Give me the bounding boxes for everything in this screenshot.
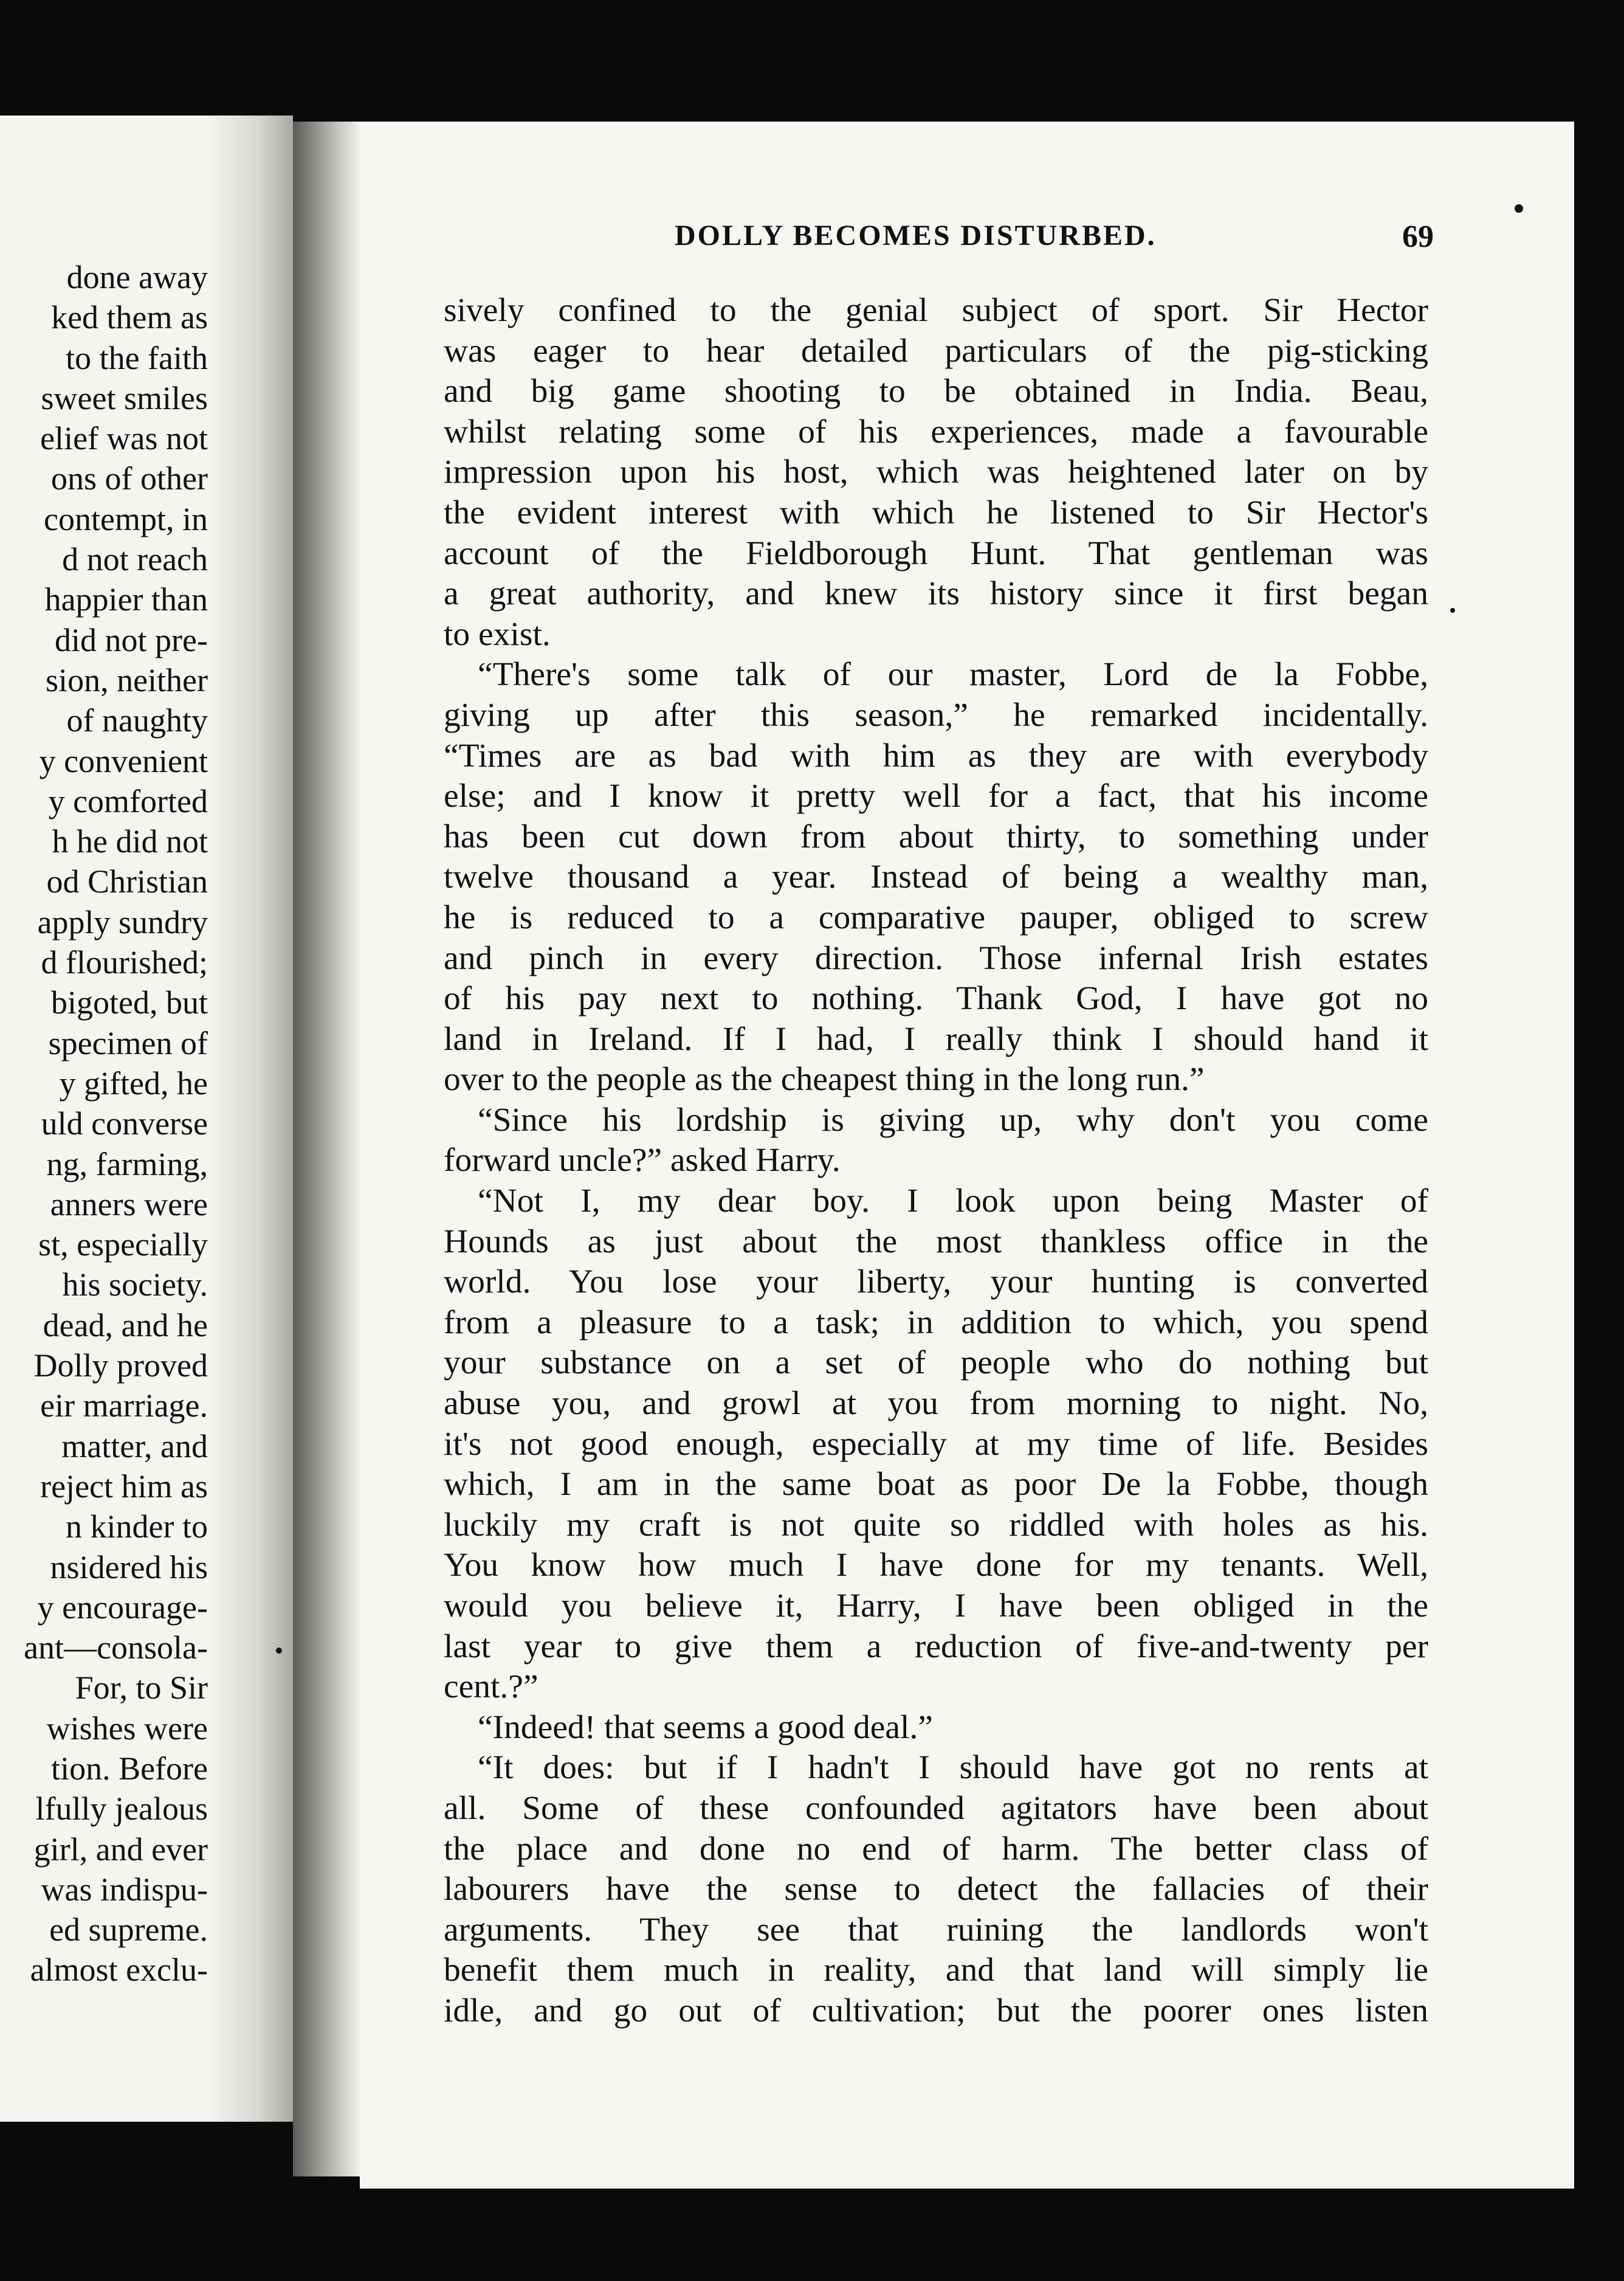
left-page-line: was indispu- — [41, 1871, 208, 1908]
left-page-line: nsidered his — [50, 1548, 208, 1586]
body-line: all. Some of these confounded agitators have been about — [444, 1789, 1428, 1827]
body-line: land in Ireland. If I had, I really think I should hand it — [444, 1020, 1428, 1058]
body-line: over to the people as the cheapest thing in the long run.” — [444, 1061, 1205, 1099]
left-page-line: d not reach — [62, 541, 208, 578]
body-line: and pinch in every direction. Those infernal Irish estates — [444, 939, 1428, 977]
left-page-line: od Christian — [46, 863, 208, 900]
body-line: arguments. They see that ruining the landlords won't — [444, 1911, 1428, 1948]
body-line: the place and done no end of harm. The better class of — [444, 1830, 1428, 1868]
left-page-line: lfully jealous — [35, 1790, 208, 1827]
left-page — [0, 116, 293, 2122]
body-line: was eager to hear detailed particulars of the pig-sticking — [444, 332, 1428, 370]
body-line: the evident interest with which he listened to Sir Hector's — [444, 494, 1428, 531]
left-page-line: st, especially — [38, 1226, 208, 1263]
left-page-line: h he did not — [52, 823, 208, 860]
running-title: DOLLY BECOMES DISTURBED. — [675, 219, 1157, 252]
left-page-line: ked them as — [51, 299, 208, 336]
left-page-line: ed supreme. — [49, 1911, 208, 1948]
left-page-line: ons of other — [51, 460, 208, 497]
body-line: account of the Fieldborough Hunt. That gentleman was — [444, 534, 1428, 572]
body-line: Hounds as just about the most thankless office in the — [444, 1223, 1428, 1260]
left-page-line: to the faith — [66, 339, 208, 376]
left-page-line: For, to Sir — [75, 1669, 208, 1706]
left-page-line: ng, farming, — [46, 1145, 208, 1182]
body-line: twelve thousand a year. Instead of being a wealthy man, — [444, 858, 1428, 896]
body-line: “There's some talk of our master, Lord de la Fobbe, — [478, 656, 1428, 694]
body-line: giving up after this season,” he remarked incidentally. — [444, 696, 1428, 734]
left-page-line: contempt, in — [44, 500, 208, 537]
running-head — [360, 219, 1574, 267]
scan-speck-dot — [1450, 608, 1455, 613]
body-line: forward uncle?” asked Harry. — [444, 1142, 841, 1179]
body-line: impression upon his host, which was heightened later on by — [444, 454, 1428, 491]
left-page-line: dead, and he — [43, 1306, 208, 1344]
body-line: your substance on a set of people who do nothing but — [444, 1344, 1428, 1382]
left-page-line: eir marriage. — [40, 1387, 208, 1424]
left-page-line: y convenient — [39, 742, 208, 779]
body-text — [444, 291, 1428, 2032]
left-page-line: specimen of — [48, 1024, 208, 1061]
left-page-line: almost exclu- — [30, 1951, 208, 1989]
body-line: from a pleasure to a task; in addition to which, you spend — [444, 1303, 1428, 1341]
left-page-line: anners were — [50, 1185, 208, 1223]
left-page-line: elief was not — [40, 420, 208, 457]
body-line: to exist. — [444, 615, 551, 653]
body-line: “Times are as bad with him as they are with everybody — [444, 737, 1428, 775]
body-line: of his pay next to nothing. Thank God, I have got no — [444, 980, 1428, 1018]
body-line: luckily my craft is not quite so riddled with holes as his. — [444, 1506, 1428, 1544]
left-page-line: n kinder to — [66, 1508, 208, 1545]
left-page-line: tion. Before — [51, 1750, 208, 1787]
page-number: 69 — [1402, 219, 1434, 254]
body-line: sively confined to the genial subject of sport. Sir Hector — [444, 292, 1428, 329]
left-page-line: of naughty — [66, 702, 208, 739]
left-page-line: done away — [66, 259, 208, 295]
left-page-line: y encourage- — [37, 1589, 208, 1626]
body-line: “It does: but if I hadn't I should have got no rents at — [478, 1749, 1428, 1787]
left-page-line: Dolly proved — [33, 1347, 208, 1384]
left-page-line: his society. — [62, 1266, 208, 1303]
left-page-spine-shadow — [208, 116, 293, 2122]
book-gutter — [293, 122, 360, 2176]
left-page-line: d flourished; — [41, 944, 208, 981]
left-page-line: girl, and ever — [33, 1831, 208, 1868]
body-line: a great authority, and knew its history since it first began — [444, 575, 1428, 613]
body-line: idle, and go out of cultivation; but the poorer ones listen — [444, 1992, 1428, 2029]
body-line: “Indeed! that seems a good deal.” — [478, 1708, 933, 1746]
left-page-line: apply sundry — [37, 903, 208, 940]
body-line: would you believe it, Harry, I have been obliged in the — [444, 1587, 1428, 1624]
left-page-line: y gifted, he — [59, 1065, 208, 1102]
right-page — [360, 122, 1574, 2189]
body-line: “Not I, my dear boy. I look upon being Master of — [478, 1182, 1428, 1220]
left-page-line: matter, and — [61, 1427, 208, 1465]
body-line: has been cut down from about thirty, to something under — [444, 818, 1428, 855]
left-page-line: bigoted, but — [51, 984, 208, 1021]
left-page-line: sion, neither — [46, 661, 208, 699]
left-page-line: reject him as — [40, 1468, 208, 1505]
left-page-line: sweet smiles — [41, 379, 208, 416]
body-line: it's not good enough, especially at my time of life. Besides — [444, 1425, 1428, 1463]
left-page-line: happier than — [44, 581, 208, 618]
left-page-line: ant—consola- — [24, 1629, 208, 1666]
body-line: labourers have the sense to detect the fallacies of their — [444, 1871, 1428, 1908]
body-line: last year to give them a reduction of five-and-twenty per — [444, 1627, 1428, 1665]
body-line: else; and I know it pretty well for a fact, that his income — [444, 778, 1428, 815]
scan-speck-dot — [1515, 204, 1523, 213]
body-line: You know how much I have done for my tenants. Well, — [444, 1547, 1428, 1584]
body-line: he is reduced to a comparative pauper, obliged to screw — [444, 899, 1428, 936]
left-page-line: did not pre- — [55, 621, 208, 658]
body-line: abuse you, and growl at you from morning to night. No, — [444, 1385, 1428, 1423]
left-page-line: wishes were — [46, 1710, 208, 1747]
body-line: world. You lose your liberty, your hunting is converted — [444, 1263, 1428, 1301]
body-line: benefit them much in reality, and that land will simply lie — [444, 1951, 1428, 1989]
body-line: whilst relating some of his experiences, made a favourable — [444, 413, 1428, 450]
body-line: cent.?” — [444, 1668, 538, 1706]
body-line: “Since his lordship is giving up, why don't you come — [478, 1101, 1428, 1139]
body-line: which, I am in the same boat as poor De la Fobbe, though — [444, 1466, 1428, 1503]
scan-speck-dot — [276, 1648, 282, 1654]
body-line: and big game shooting to be obtained in India. Beau, — [444, 373, 1428, 410]
left-page-line: y comforted — [48, 782, 208, 820]
left-page-line: uld converse — [41, 1105, 208, 1142]
left-page-text — [24, 257, 208, 1990]
